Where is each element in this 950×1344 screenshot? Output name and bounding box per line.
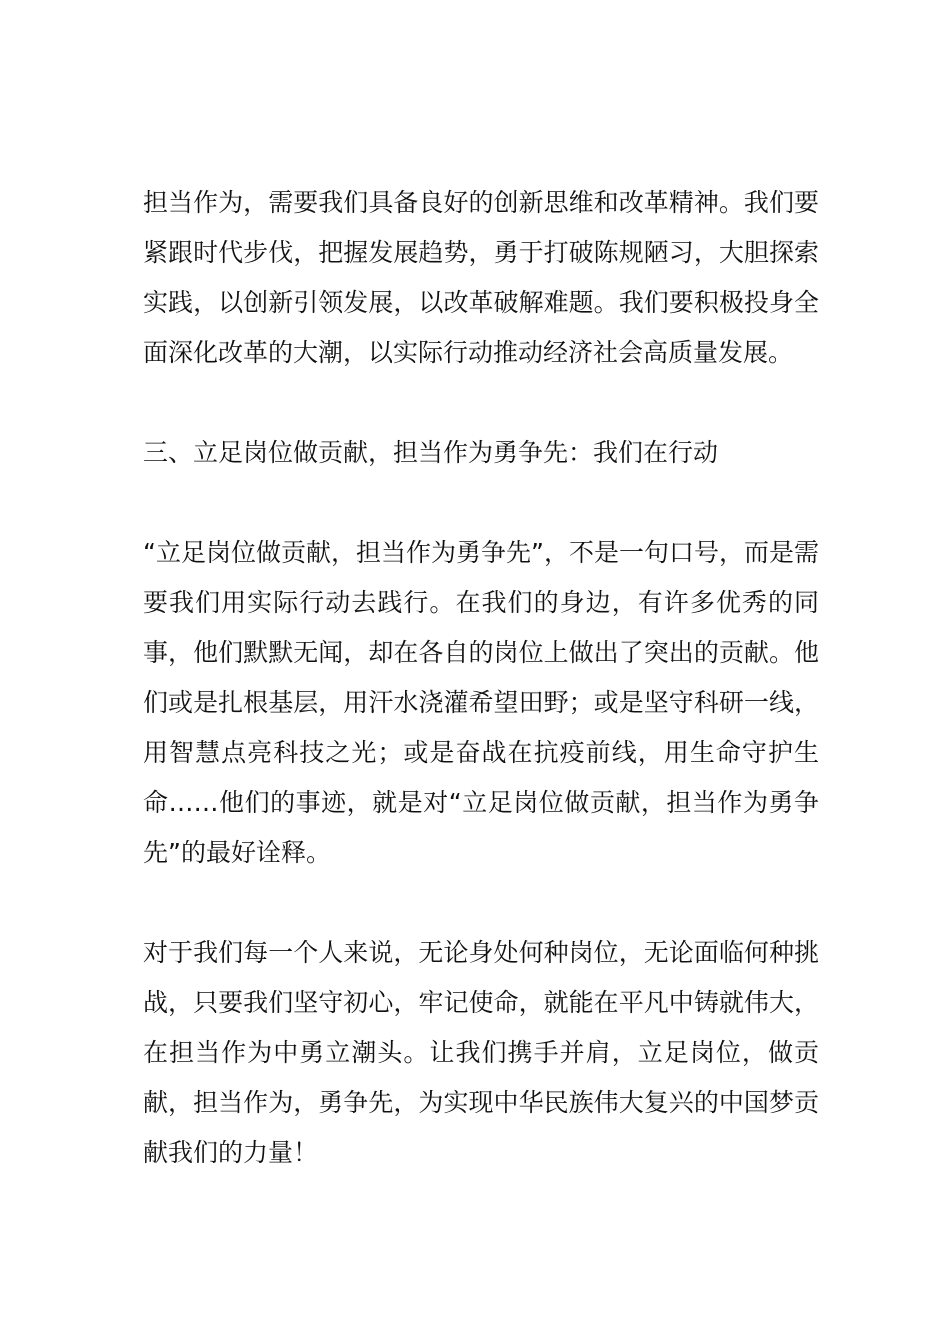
- paragraph-examples: “立足岗位做贡献，担当作为勇争先”，不是一句口号，而是需要我们用实际行动去践行。在我们的身边，有许多优秀的同事，他们默默无闻，却在各自的岗位上做出了突出的贡献。他们或是扎根基层，用汗水浇灌希望田野；或是坚守科研一线，用智慧点亮科技之光；或是奋战在抗疫前线，用生命守护生命……他们的事迹，就是对“立足岗位做贡献，担当作为勇争先”的最好诠释。: [143, 538, 819, 867]
- paragraph-conclusion: 对于我们每一个人来说，无论身处何种岗位，无论面临何种挑战，只要我们坚守初心，牢记使命，就能在平凡中铸就伟大，在担当作为中勇立潮头。让我们携手并肩，立足岗位，做贡献，担当作为，勇争先，为实现中华民族伟大复兴的中国梦贡献我们的力量！: [143, 938, 819, 1167]
- document-body: [143, 178, 819, 1228]
- section-heading: 三、立足岗位做贡献，担当作为勇争先：我们在行动: [143, 438, 719, 467]
- paragraph-innovation: 担当作为，需要我们具备良好的创新思维和改革精神。我们要紧跟时代步伐，把握发展趋势，勇于打破陈规陋习，大胆探索实践，以创新引领发展，以改革破解难题。我们要积极投身全面深化改革的大潮，以实际行动推动经济社会高质量发展。: [143, 188, 819, 367]
